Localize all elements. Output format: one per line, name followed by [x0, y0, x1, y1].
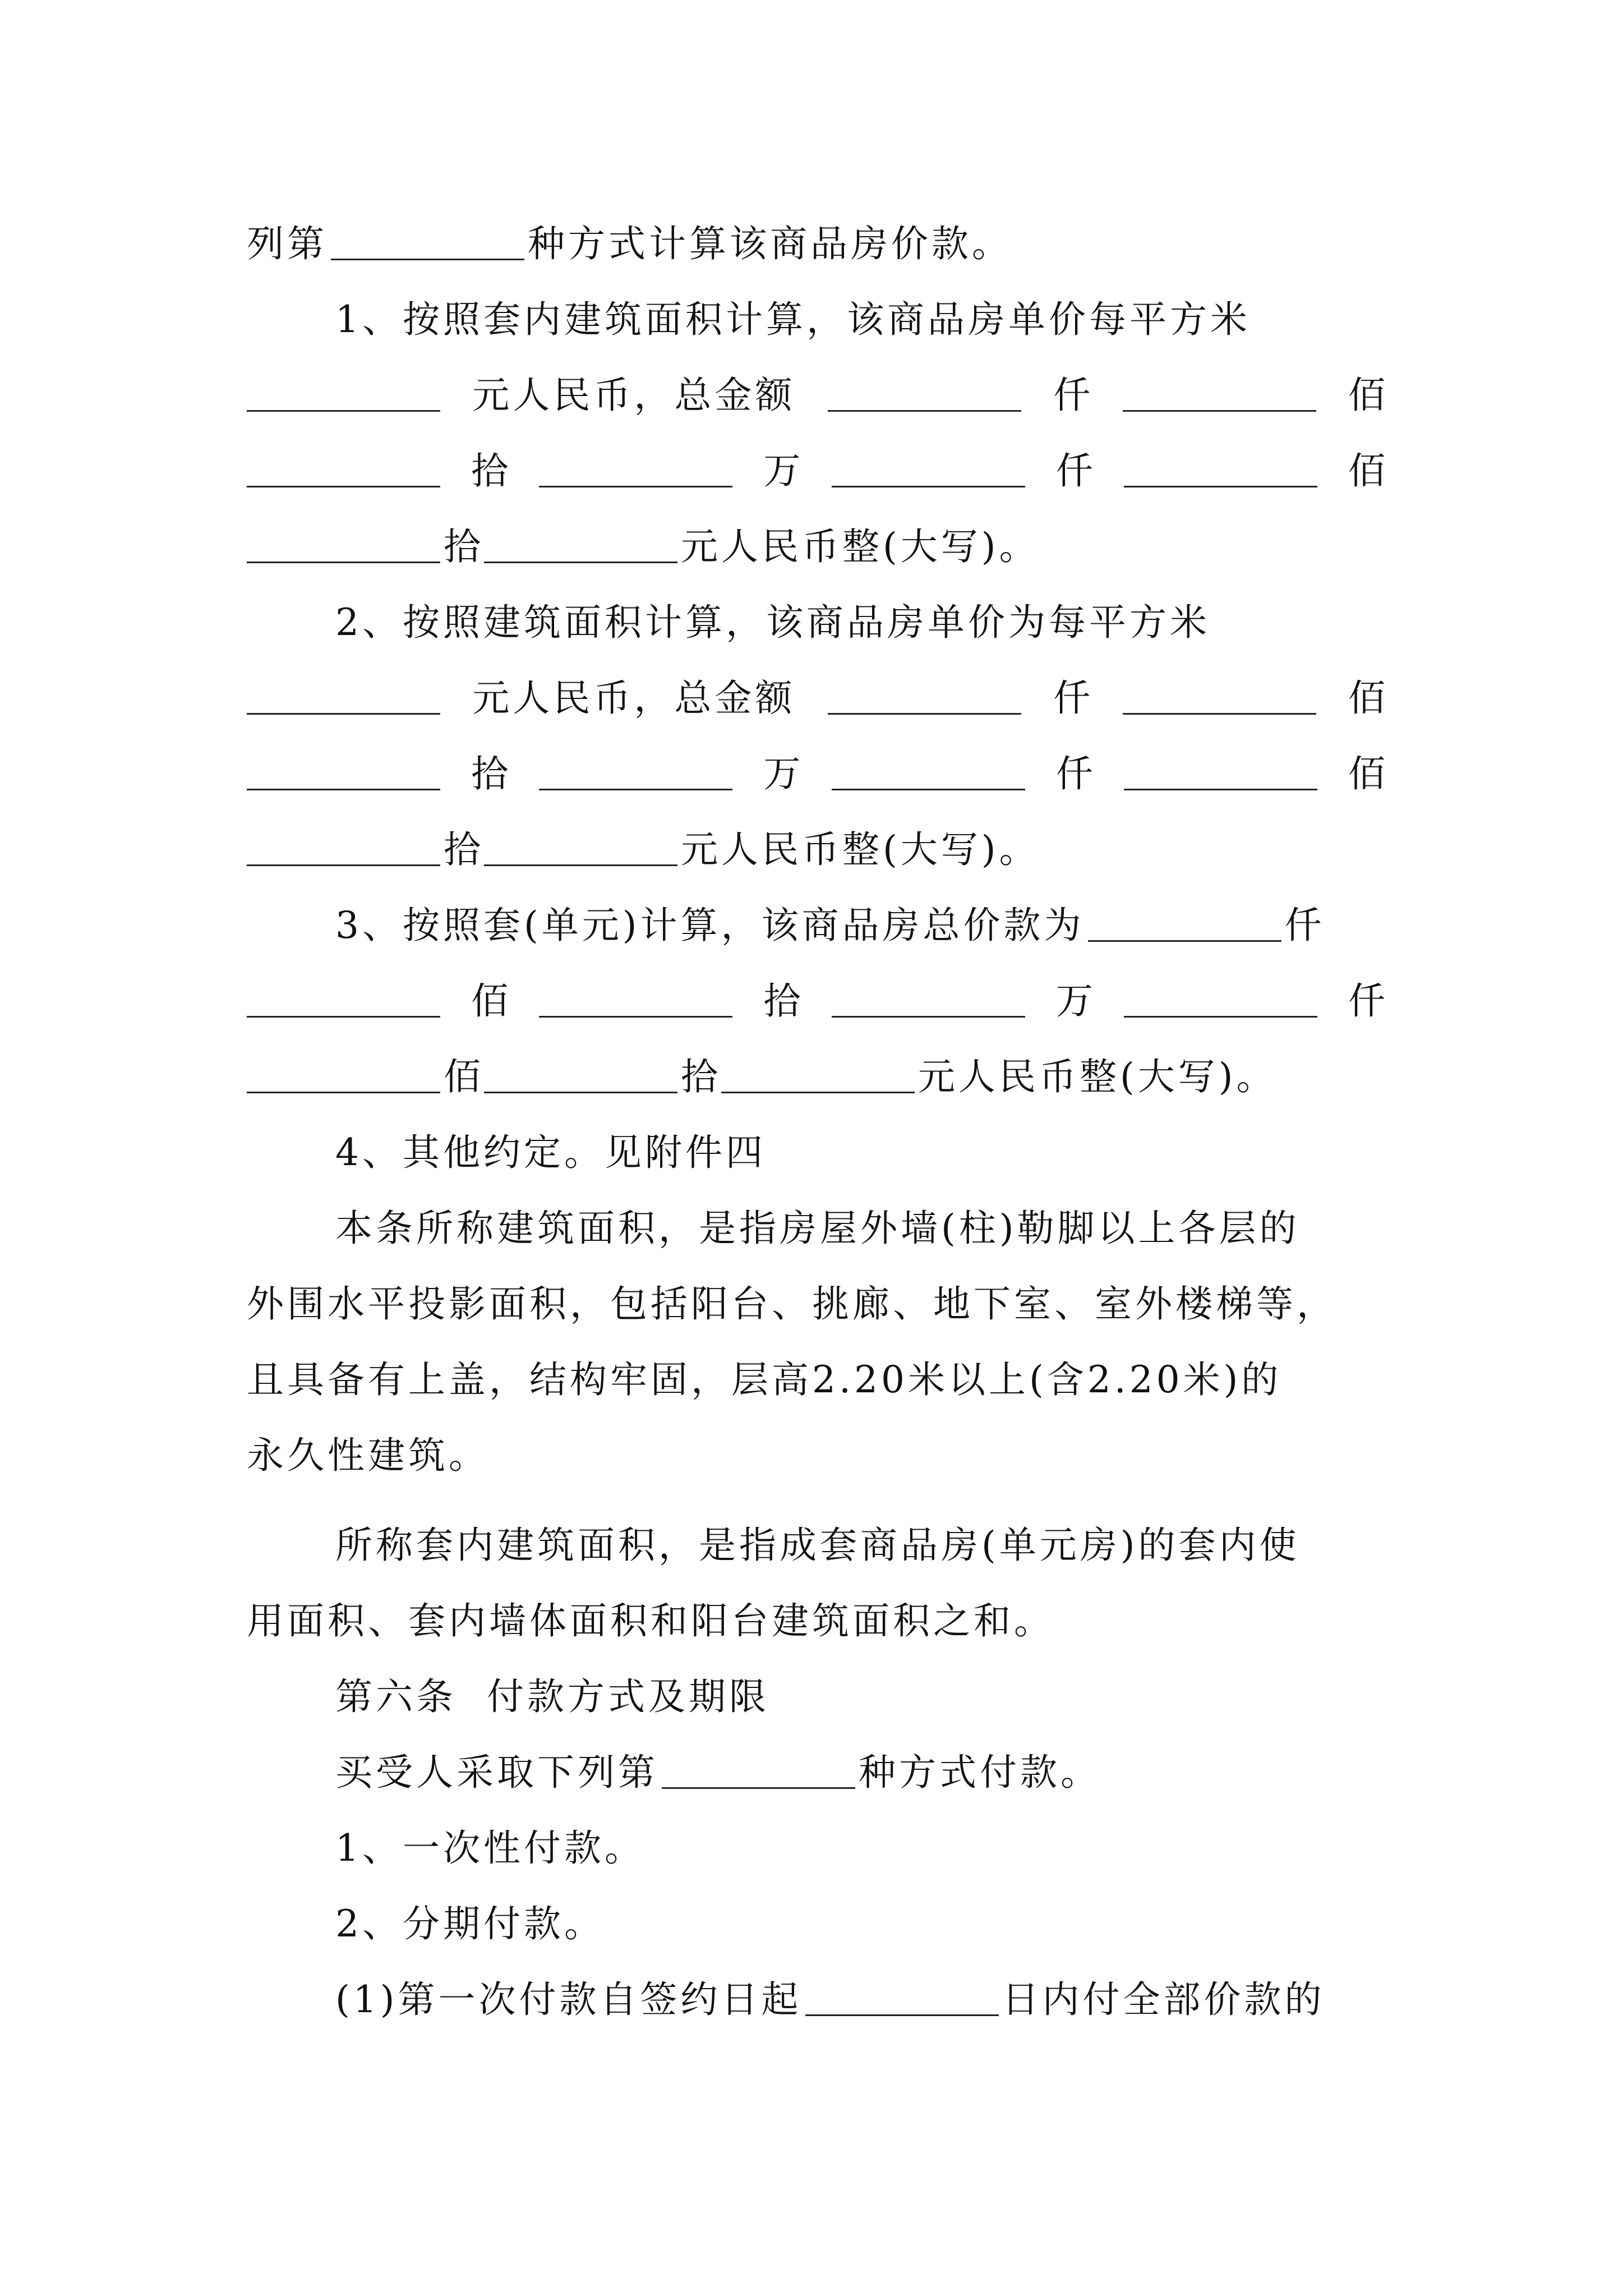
text-segment: 外围水平投影面积，包括阳台、挑廊、地下室、室外楼梯等，	[247, 1282, 1337, 1326]
fill-in-blank[interactable]	[247, 373, 440, 412]
text-line	[335, 289, 1385, 351]
text-segment: 种方式付款。	[859, 1751, 1101, 1794]
fill-in-blank[interactable]	[539, 979, 732, 1018]
fill-in-blank[interactable]	[721, 1055, 915, 1093]
fill-in-blank[interactable]	[247, 1055, 440, 1093]
text-segment: 且具备有上盖，结构牢固，层高2.20米以上(含2.20米)的	[247, 1358, 1282, 1401]
fill-in-blank[interactable]	[1124, 752, 1317, 790]
fill-in-blank[interactable]	[1123, 373, 1316, 412]
fill-in-blank[interactable]	[1124, 449, 1317, 487]
text-line	[247, 743, 1385, 805]
text-line	[335, 895, 1385, 956]
text-segment: 第六条 付款方式及期限	[335, 1675, 769, 1718]
text-segment: 买受人采取下列第	[335, 1751, 658, 1794]
text-segment: 3、按照套(单元)计算，该商品房总价款为	[335, 904, 1085, 947]
text-segment: 列第	[247, 222, 328, 265]
text-line	[247, 440, 1385, 502]
fill-in-blank[interactable]	[805, 1977, 999, 2016]
text-segment: 仟	[1055, 449, 1093, 493]
text-segment: 佰	[444, 1055, 481, 1098]
text-segment: 拾	[444, 828, 481, 871]
text-line	[247, 1273, 1385, 1335]
text-segment: 2、分期付款。	[335, 1902, 605, 1945]
text-segment: 万	[763, 449, 801, 493]
text-segment: 元人民币，总金额	[472, 374, 796, 417]
text-line	[247, 819, 1385, 881]
fill-in-blank[interactable]	[247, 449, 440, 487]
text-segment: 佰	[1348, 752, 1385, 795]
text-line	[247, 668, 1385, 729]
fill-in-blank[interactable]	[662, 1750, 855, 1789]
text-segment: 佰	[1348, 449, 1385, 493]
text-line	[247, 970, 1385, 1032]
text-segment: 种方式计算该商品房价款。	[528, 222, 1012, 265]
text-line	[247, 1046, 1385, 1108]
section-heading	[335, 1666, 1385, 1728]
text-line	[335, 1122, 1385, 1184]
text-segment: 佰	[1348, 677, 1385, 720]
text-segment: 4、其他约定。见附件四	[335, 1131, 766, 1174]
fill-in-blank[interactable]	[484, 1055, 677, 1093]
text-segment: 仟	[1053, 374, 1091, 417]
text-segment: 拾	[444, 525, 481, 568]
text-segment: 本条所称建筑面积，是指房屋外墙(柱)勒脚以上各层的	[335, 1207, 1300, 1250]
fill-in-blank[interactable]	[247, 676, 440, 715]
fill-in-blank[interactable]	[1088, 903, 1281, 942]
text-line	[335, 1818, 1385, 1879]
fill-in-blank[interactable]	[1124, 979, 1317, 1018]
fill-in-blank[interactable]	[539, 752, 732, 790]
text-line	[247, 213, 1385, 275]
text-segment: 拾	[763, 979, 801, 1023]
text-line	[335, 1742, 1385, 1803]
text-line	[335, 1969, 1385, 2031]
fill-in-blank[interactable]	[539, 449, 732, 487]
text-segment: 佰	[1348, 374, 1385, 417]
text-segment: 仟	[1053, 677, 1091, 720]
text-line	[247, 365, 1385, 426]
text-segment: 仟	[1055, 752, 1093, 795]
text-line	[247, 1349, 1385, 1411]
text-line	[247, 1590, 1385, 1652]
text-segment: 1、按照套内建筑面积计算，该商品房单价每平方米	[335, 298, 1251, 341]
text-segment: 仟	[1348, 979, 1385, 1023]
fill-in-blank[interactable]	[247, 752, 440, 790]
text-line	[335, 1198, 1385, 1259]
fill-in-blank[interactable]	[484, 827, 677, 866]
text-segment: 1、一次性付款。	[335, 1826, 645, 1870]
text-segment: 元人民币整(大写)。	[918, 1055, 1277, 1098]
text-segment: 永久性建筑。	[247, 1434, 489, 1477]
text-segment: 拾	[471, 752, 509, 795]
text-segment: 所称套内建筑面积，是指成套商品房(单元房)的套内使	[335, 1524, 1300, 1567]
text-segment: 元人民币，总金额	[472, 677, 796, 720]
text-segment: 日内付全部价款的	[1002, 1978, 1325, 2021]
fill-in-blank[interactable]	[247, 979, 440, 1018]
fill-in-blank[interactable]	[331, 222, 524, 260]
text-segment: 万	[763, 752, 801, 795]
fill-in-blank[interactable]	[832, 449, 1025, 487]
fill-in-blank[interactable]	[247, 524, 440, 563]
text-segment: (1)第一次付款自签约日起	[335, 1978, 802, 2021]
text-line	[335, 1893, 1385, 1955]
text-segment: 拾	[471, 449, 509, 493]
text-line	[247, 516, 1385, 578]
text-line	[247, 1425, 1385, 1487]
text-segment: 万	[1055, 979, 1093, 1023]
text-segment: 2、按照建筑面积计算，该商品房单价为每平方米	[335, 601, 1210, 644]
fill-in-blank[interactable]	[832, 979, 1025, 1018]
text-segment: 用面积、套内墙体面积和阳台建筑面积之和。	[247, 1599, 1054, 1642]
fill-in-blank[interactable]	[828, 676, 1021, 715]
text-line	[335, 1515, 1385, 1576]
text-segment: 元人民币整(大写)。	[681, 828, 1040, 871]
fill-in-blank[interactable]	[832, 752, 1025, 790]
fill-in-blank[interactable]	[828, 373, 1021, 412]
fill-in-blank[interactable]	[247, 827, 440, 866]
text-segment: 佰	[471, 979, 509, 1023]
fill-in-blank[interactable]	[484, 524, 677, 563]
fill-in-blank[interactable]	[1123, 676, 1316, 715]
text-line	[335, 592, 1385, 654]
text-segment: 拾	[681, 1055, 718, 1098]
text-segment: 仟	[1284, 904, 1322, 947]
text-segment: 元人民币整(大写)。	[681, 525, 1040, 568]
